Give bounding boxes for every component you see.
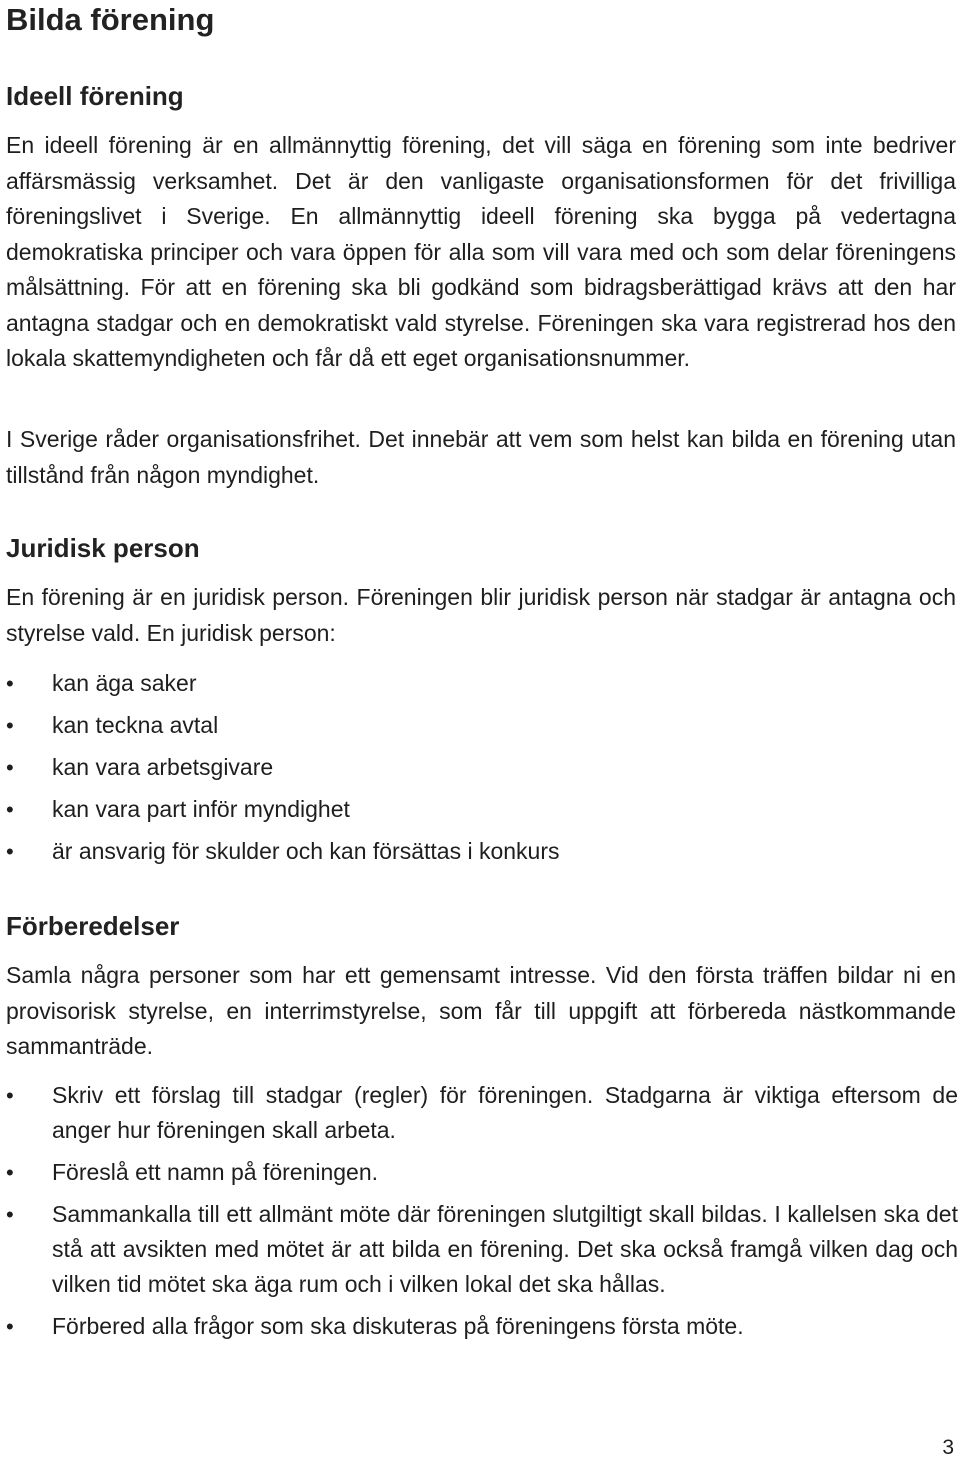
list-item: • Sammankalla till ett allmänt möte där föreningen slutgiltigt skall bildas. I kallelsen ska det stå att avsikten med mötet är att bilda en förening. Det ska också framgå vilken dag och vilken tid mötet ska äga rum och i vilken lokal det ska hållas. <box>0 1197 958 1302</box>
bullet-icon: • <box>6 839 14 864</box>
bullet-icon: • <box>6 1083 14 1108</box>
list-item: • kan teckna avtal <box>0 708 958 743</box>
section-heading-ideell-forening: Ideell förening <box>6 81 184 111</box>
bullet-icon: • <box>6 1314 14 1339</box>
bullet-icon: • <box>6 1202 14 1227</box>
bullet-icon: • <box>6 671 14 696</box>
page-number: 3 <box>942 1436 954 1459</box>
page-title: Bilda förening <box>6 2 215 37</box>
list-item: • Föreslå ett namn på föreningen. <box>0 1155 958 1190</box>
bullet-icon: • <box>6 797 14 822</box>
bullet-icon: • <box>6 1160 14 1185</box>
list-item: • kan vara arbetsgivare <box>0 750 958 785</box>
list-item: • kan äga saker <box>0 666 958 701</box>
paragraph-ideell-forening: En ideell förening är en allmännyttig förening, det vill säga en förening som inte bedriver affärsmässig verksamhet. Det är den vanligaste organisationsformen för det frivilliga föreningslivet i Sverige. En allmännyttig ideell förening ska bygga på vedertagna demokratiska principer och vara öppen för alla som vill vara med och som delar föreningens målsättning. För att en förening ska bli godkänd som bidragsberättigad krävs att den har antagna stadgar och en demokratiskt vald styrelse. Föreningen ska vara registrerad hos den lokala skattemyndigheten och får då ett eget organisationsnummer. <box>6 132 956 371</box>
list-item: • Skriv ett förslag till stadgar (regler) för föreningen. Stadgarna är viktiga eftersom de anger hur föreningen skall arbeta. <box>0 1078 958 1148</box>
list-item: • kan vara part inför myndighet <box>0 792 958 827</box>
bullet-icon: • <box>6 713 14 738</box>
section-heading-juridisk-person: Juridisk person <box>6 533 200 563</box>
juridisk-person-list <box>0 666 958 869</box>
paragraph-juridisk-person: En förening är en juridisk person. Föreningen blir juridisk person när stadgar är antagna och styrelse vald. En juridisk person: <box>6 584 956 646</box>
paragraph-forberedelser: Samla några personer som har ett gemensamt intresse. Vid den första träffen bildar ni en provisorisk styrelse, en interrimstyrelse, som får till uppgift att förbereda nästkommande sammanträde. <box>6 962 956 1059</box>
paragraph-organisationsfrihet: I Sverige råder organisationsfrihet. Det innebär att vem som helst kan bilda en förening utan tillstånd från någon myndighet. <box>6 426 956 488</box>
section-heading-forberedelser: Förberedelser <box>6 911 180 941</box>
bullet-icon: • <box>6 755 14 780</box>
forberedelser-list <box>0 1078 958 1344</box>
list-item: • Förbered alla frågor som ska diskuteras på föreningens första möte. <box>0 1309 958 1344</box>
list-item: • är ansvarig för skulder och kan försättas i konkurs <box>0 834 958 869</box>
